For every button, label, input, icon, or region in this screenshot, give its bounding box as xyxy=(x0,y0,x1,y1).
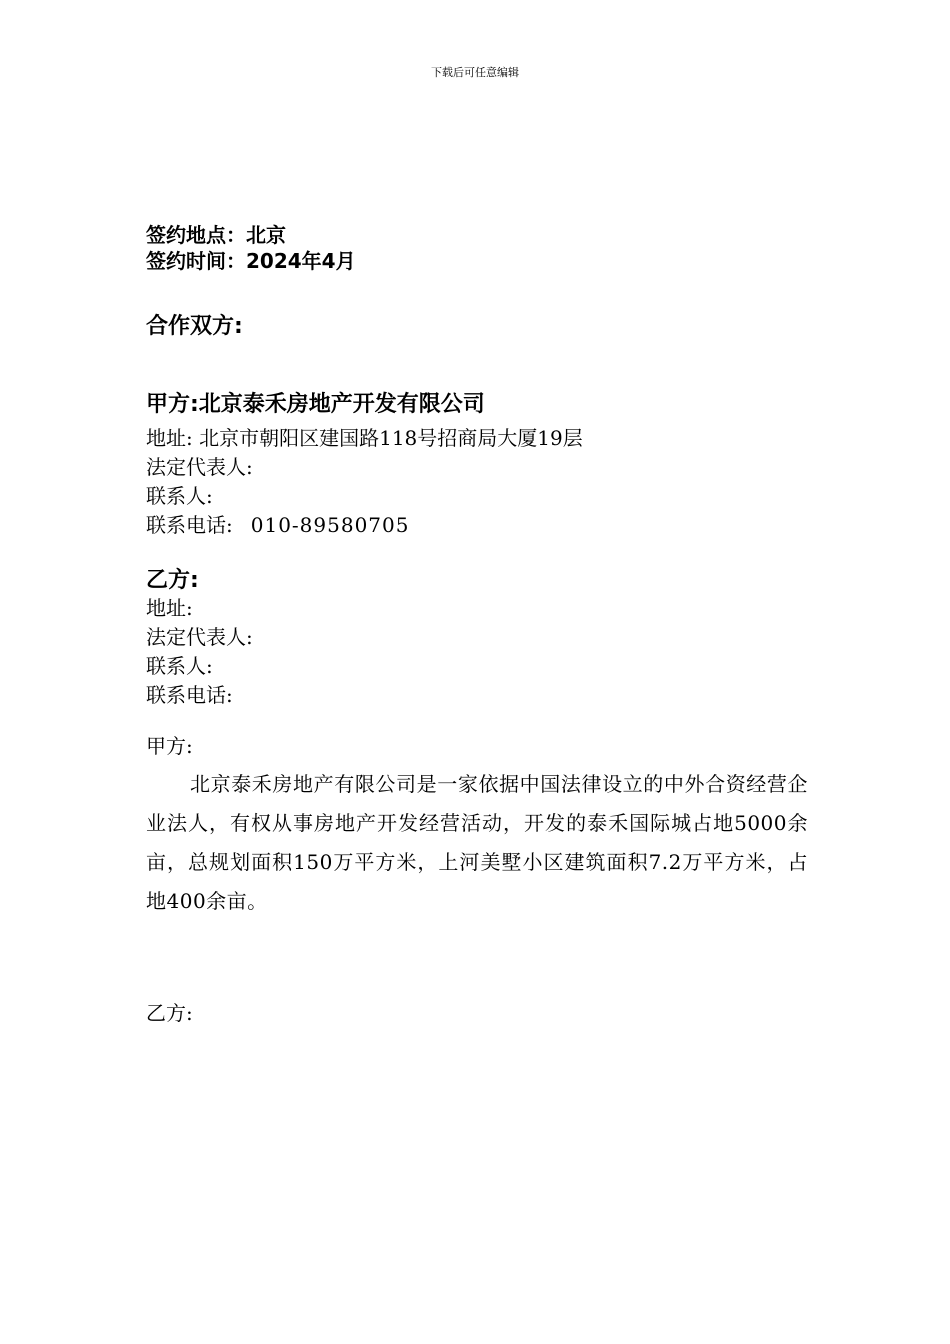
party-a-title: 甲方:北京泰禾房地产开发有限公司 xyxy=(146,392,485,417)
party-b-rep: 法定代表人: xyxy=(146,625,253,649)
party-a-address-label: 地址: xyxy=(146,426,193,450)
party-a-phone xyxy=(146,511,808,540)
intro-b-label: 乙方: xyxy=(146,1001,193,1025)
party-a-phone-value: 010-89580705 xyxy=(250,513,410,537)
parties-title: 合作双方: xyxy=(146,314,243,339)
document-body xyxy=(146,222,808,1028)
signing-place-label: 签约地点： xyxy=(146,223,246,247)
signing-time-label: 签约时间： xyxy=(146,249,246,273)
signing-time-value: 2024年4月 xyxy=(246,249,356,273)
party-b-address: 地址: xyxy=(146,596,193,620)
intro-a-label: 甲方: xyxy=(146,734,193,758)
party-b-phone: 联系电话: xyxy=(146,683,233,707)
signing-place-value: 北京 xyxy=(246,223,286,247)
party-a-contact: 联系人: xyxy=(146,484,213,508)
party-a-address-value: 北京市朝阳区建国路118号招商局大厦19层 xyxy=(199,426,583,450)
page-header-note: 下载后可任意编辑 xyxy=(431,66,519,79)
signing-place xyxy=(146,222,808,248)
party-a-rep: 法定代表人: xyxy=(146,455,253,479)
party-b-title: 乙方: xyxy=(146,568,199,593)
party-a-address xyxy=(146,424,808,453)
party-a-phone-label: 联系电话: xyxy=(146,513,233,537)
signing-time xyxy=(146,248,808,274)
intro-a-body: 北京泰禾房地产有限公司是一家依据中国法律设立的中外合资经营企业法人，有权从事房地产开发经营活动，开发的泰禾国际城占地5000余亩，总规划面积150万平方米，上河美墅小区建筑面积7.2万平方米，占地400余亩。 xyxy=(146,772,808,913)
party-b-contact: 联系人: xyxy=(146,654,213,678)
